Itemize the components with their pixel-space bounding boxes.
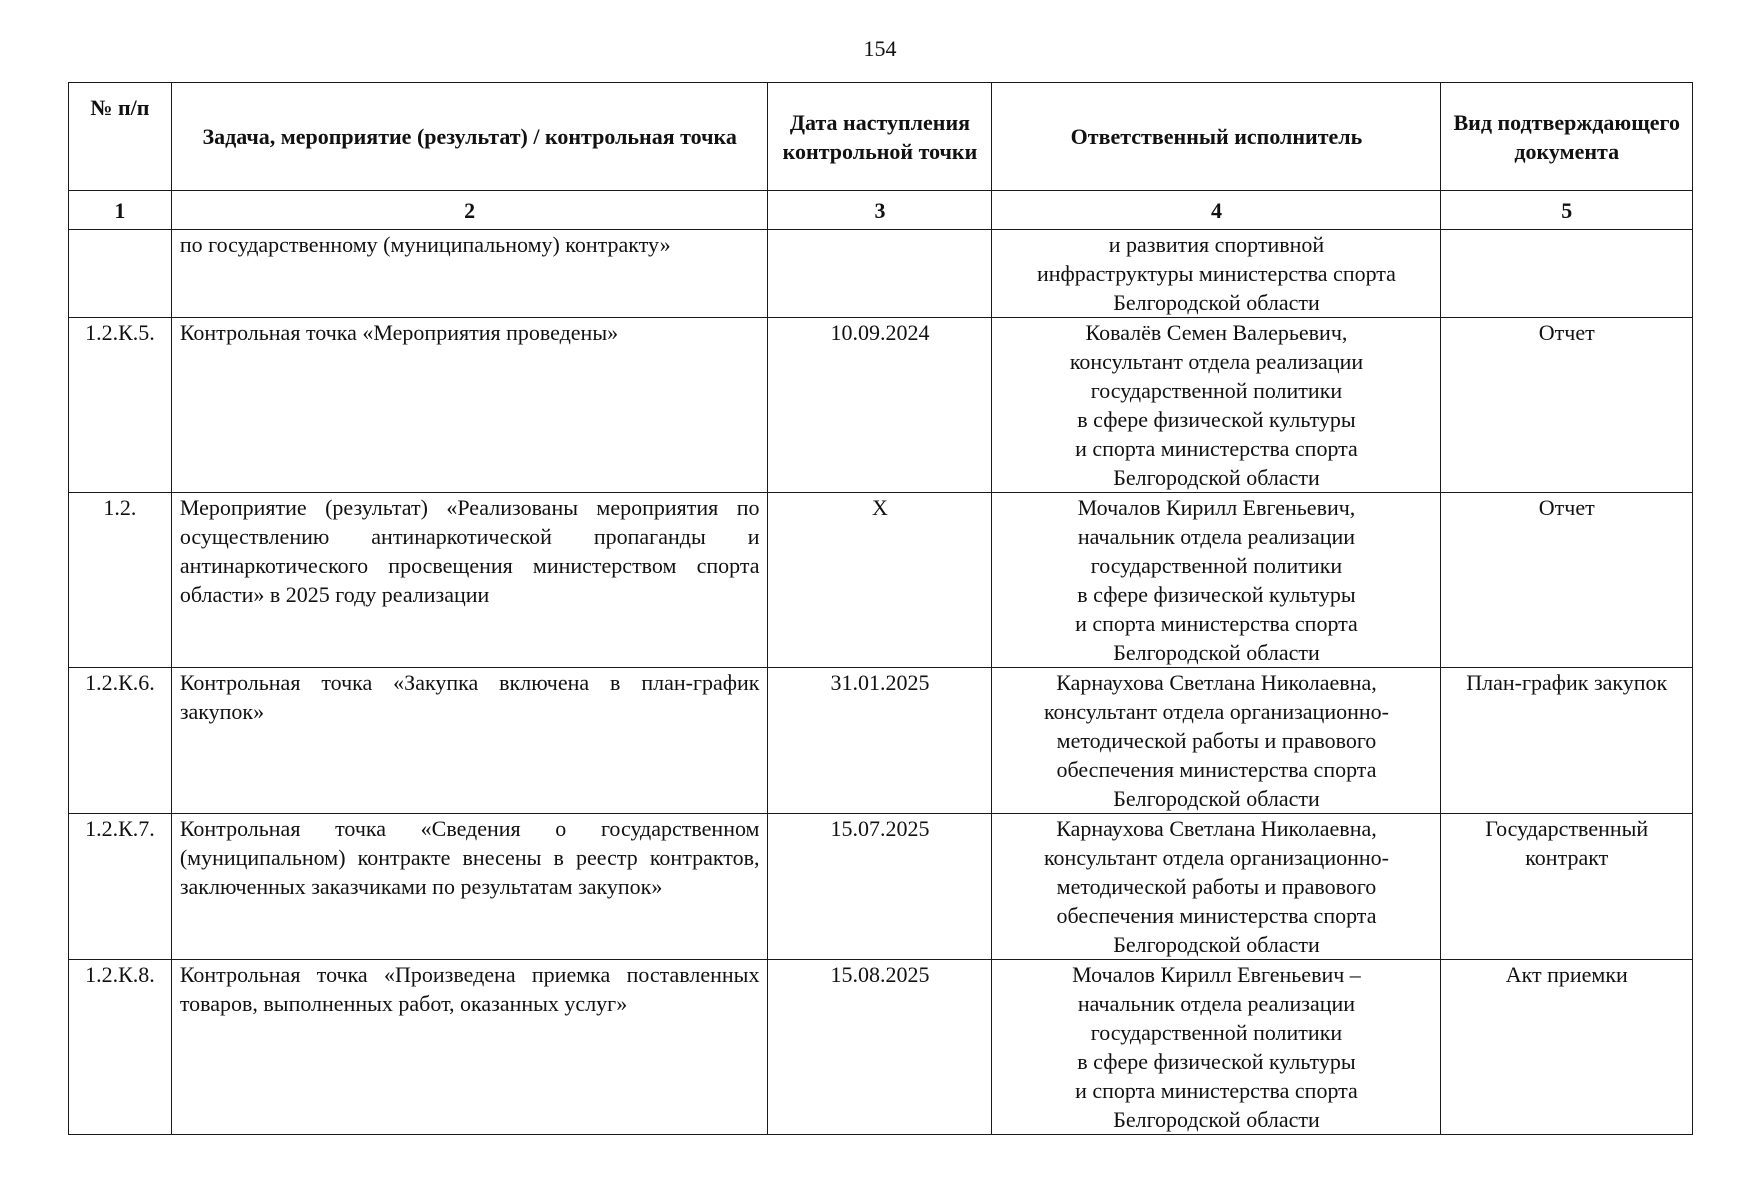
row-task: Контрольная точка «Сведения о государственном (муниципальном) контракте внесены в реестр контрактов, заключенных заказчиками по результатам закупок» xyxy=(171,814,768,960)
row-responsible xyxy=(992,318,1441,493)
row-date: 15.08.2025 xyxy=(768,960,992,1135)
page-number: 154 xyxy=(863,36,897,61)
row-number: 1.2.К.7. xyxy=(69,814,172,960)
column-number: 4 xyxy=(992,191,1441,230)
responsible-line: Белгородской области xyxy=(1113,932,1320,957)
responsible-line: Белгородской области xyxy=(1113,786,1320,811)
column-number: 1 xyxy=(69,191,172,230)
column-number: 2 xyxy=(171,191,768,230)
responsible-line: в сфере физической культуры xyxy=(1077,582,1356,607)
row-document-type: Государственный контракт xyxy=(1441,814,1693,960)
row-document-type xyxy=(1441,230,1693,318)
table-row xyxy=(69,960,1693,1135)
responsible-line: консультант отдела организационно- xyxy=(1043,699,1389,724)
responsible-line: обеспечения министерства спорта xyxy=(1056,903,1377,928)
row-task: Контрольная точка «Закупка включена в план-график закупок» xyxy=(171,668,768,814)
responsible-line: и спорта министерства спорта xyxy=(1075,436,1358,461)
row-responsible xyxy=(992,493,1441,668)
column-number: 5 xyxy=(1441,191,1693,230)
row-responsible xyxy=(992,814,1441,960)
row-number xyxy=(69,230,172,318)
responsible-line: Белгородской области xyxy=(1113,465,1320,490)
responsible-line: Белгородской области xyxy=(1113,1107,1320,1132)
responsible-line: консультант отдела реализации xyxy=(1069,349,1364,374)
column-number: 3 xyxy=(768,191,992,230)
row-number: 1.2. xyxy=(69,493,172,668)
row-document-type: Акт приемки xyxy=(1441,960,1693,1135)
row-document-type: План-график закупок xyxy=(1441,668,1693,814)
responsible-line: и спорта министерства спорта xyxy=(1075,611,1358,636)
row-task: по государственному (муниципальному) контракту» xyxy=(171,230,768,318)
responsible-line: Мочалов Кирилл Евгеньевич – xyxy=(1072,962,1361,987)
row-task: Контрольная точка «Произведена приемка поставленных товаров, выполненных работ, оказанных услуг» xyxy=(171,960,768,1135)
header-doc: Вид подтверждающего документа xyxy=(1441,83,1693,191)
header-row xyxy=(69,83,1693,191)
responsible-line: Белгородской области xyxy=(1113,640,1320,665)
header-task: Задача, мероприятие (результат) / контрольная точка xyxy=(171,83,768,191)
table-row xyxy=(69,493,1693,668)
row-task: Мероприятие (результат) «Реализованы мероприятия по осуществлению антинаркотической пропаганды и антинаркотического просвещения министерством спорта области» в 2025 году реализации xyxy=(171,493,768,668)
responsible-line: государственной политики xyxy=(1090,378,1343,403)
row-number: 1.2.К.6. xyxy=(69,668,172,814)
responsible-line: Карнаухова Светлана Николаевна, xyxy=(1056,670,1377,695)
responsible-line: государственной политики xyxy=(1090,1020,1343,1045)
table-row xyxy=(69,814,1693,960)
header-num: № п/п xyxy=(69,83,172,191)
row-date: 10.09.2024 xyxy=(768,318,992,493)
row-date: 15.07.2025 xyxy=(768,814,992,960)
responsible-line: методической работы и правового xyxy=(1056,874,1377,899)
responsible-line: в сфере физической культуры xyxy=(1077,407,1356,432)
row-date xyxy=(768,230,992,318)
table-row xyxy=(69,318,1693,493)
responsible-line: Карнаухова Светлана Николаевна, xyxy=(1056,816,1377,841)
responsible-line: начальник отдела реализации xyxy=(1077,991,1356,1016)
row-number: 1.2.К.5. xyxy=(69,318,172,493)
table-row xyxy=(69,668,1693,814)
row-date: X xyxy=(768,493,992,668)
responsible-line: методической работы и правового xyxy=(1056,728,1377,753)
responsible-line: инфраструктуры министерства спорта xyxy=(1037,261,1396,286)
responsible-line: и спорта министерства спорта xyxy=(1075,1078,1358,1103)
column-numbers-row xyxy=(69,191,1693,230)
responsible-line: и развития спортивной xyxy=(1108,232,1325,257)
header-date: Дата наступления контрольной точки xyxy=(768,83,992,191)
row-responsible xyxy=(992,960,1441,1135)
header-responsible: Ответственный исполнитель xyxy=(992,83,1441,191)
responsible-line: Белгородской области xyxy=(1113,290,1320,315)
table-body xyxy=(69,230,1693,1135)
row-responsible xyxy=(992,230,1441,318)
row-task: Контрольная точка «Мероприятия проведены» xyxy=(171,318,768,493)
responsible-line: начальник отдела реализации xyxy=(1077,524,1356,549)
row-document-type: Отчет xyxy=(1441,493,1693,668)
responsible-line: государственной политики xyxy=(1090,553,1343,578)
control-points-table xyxy=(68,82,1693,1135)
responsible-line: Мочалов Кирилл Евгеньевич, xyxy=(1077,495,1356,520)
row-date: 31.01.2025 xyxy=(768,668,992,814)
responsible-line: консультант отдела организационно- xyxy=(1043,845,1389,870)
responsible-line: Ковалёв Семен Валерьевич, xyxy=(1085,320,1348,345)
row-document-type: Отчет xyxy=(1441,318,1693,493)
row-number: 1.2.К.8. xyxy=(69,960,172,1135)
responsible-line: обеспечения министерства спорта xyxy=(1056,757,1377,782)
table-row xyxy=(69,230,1693,318)
responsible-line: в сфере физической культуры xyxy=(1077,1049,1356,1074)
row-responsible xyxy=(992,668,1441,814)
